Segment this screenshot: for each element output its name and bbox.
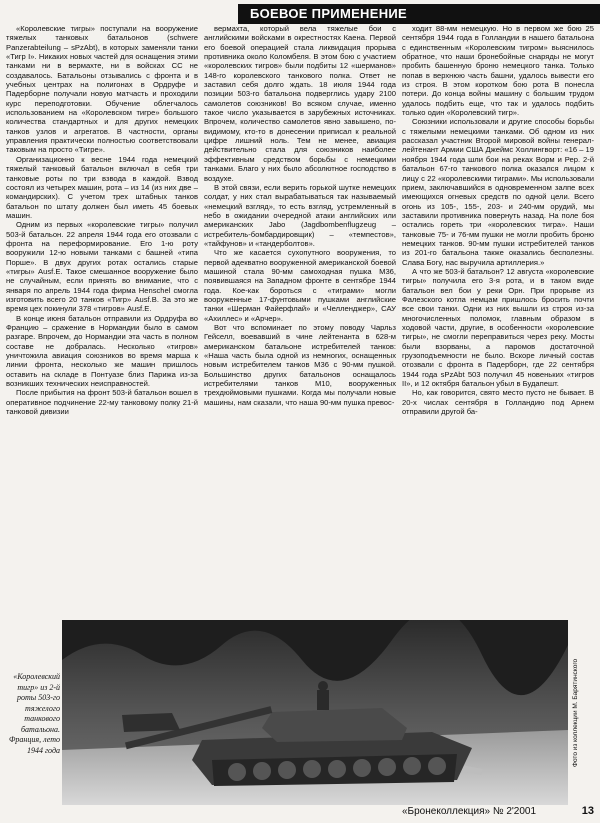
photo-caption: «Королевский тигр» из 2-й роты 503-го тяжелого танкового батальона. Франция, лето 1944 года bbox=[8, 672, 60, 755]
paragraph: В этой связи, если верить горькой шутке немецких солдат, у них стал вырабатываться так называемый «немецкий взгляд», то есть взгляд, устремленный в небо в ожидании очередной атаки английских или американских Jabo (Jagdbombenflugzeug – истребитель-бомбардировщик) – «темпестов», «тайфунов» и «тандерболтов». bbox=[204, 182, 396, 248]
text-column-2 bbox=[204, 24, 396, 617]
tank-photo bbox=[62, 620, 568, 805]
photo-credit: Фото из коллекции М. Барятинского bbox=[572, 658, 579, 767]
paragraph: Союзники использовали и другие способы борьбы с тяжелыми немецкими танками. Об одном из них рассказал участник Второй мировой войны генерал-лейтенант Армии США Джеймс Холлингворт: «16 – 19 ноября 1944 года шли бои на реках Ворм и Рер. 2-й батальон 67-го танкового полка оказался лицом к лицу с 22 «королевскими тиграми». Мы использовали прием, заключавшийся в одновременном залпе всех имеющихся огневых средств по одной цели. Всего огонь из 105-, 155-, 203- и 240-мм орудий, мы заставили противника повернуть назад. На поле боя остались гореть три «королевских тигра». Наши танковые 75- и 76-мм пушки не могли пробить броню немецких танков. 90-мм пушки истребителей танков из 201-го батальона также оказались бесполезны. Слава Богу, нас выручила артиллерия.» bbox=[402, 117, 594, 267]
paragraph: Что же касается сухопутного вооружения, то первой адекватно вооруженной американской боевой машиной стала 90-мм самоходная пушка M36, появившаяся на Западном фронте в сентябре 1944 года. Кое-как бороться с «тиграми» могли вооруженные 17-фунтовыми пушками английские танки «Шерман Файерфлай» и «Челленджер», САУ «Ахиллес» и «Арчер». bbox=[204, 248, 396, 323]
crew-figure bbox=[317, 690, 329, 710]
background-tank bbox=[122, 713, 180, 732]
paragraph: Вот что вспоминает по этому поводу Чарльз Гейселл, воевавший в чине лейтенанта в 628-м американском батальоне истребителей танков: «Наша часть была одной из немногих, оснащенных новым истребителем танков M36 с 90-мм пушкой. Большинство других батальонов оснащалось истребителями танков M10, вооруженных трехдюймовыми пушками. Когда мы получали новые машины, нам сказали, что наша 90-мм пушка превос- bbox=[204, 323, 396, 407]
paragraph: Одним из первых «королевские тигры» получил 503-й батальон. 22 апреля 1944 года его отозвали с фронта на переформирование. Его 1-ю роту вооружили 12-ю новыми танками с башней «типа Порше». В двух других ротах остались старые «тигры» Ausf.E. Такое смешанное вооружение было не случайным, если принять во внимание, что с января по апрель 1944 года фирма Henschel смогла изготовить всего 20 танков «Тигр» Ausf.B. За это же время цех покинули 378 «тигров» Ausf.E. bbox=[6, 220, 198, 314]
paragraph: В конце июня батальон отправили из Ордруфа во Францию – сражение в Нормандии было в самом разгаре. Впрочем, до Нормандии эта часть в полном составе не добралась. Несколько «тигров» уничтожила авиация союзников во время марша к линии фронта, несколько же машин пришлось оставить на складе в Понтуазе близ Парижа из-за возникших технических неисправностей. bbox=[6, 313, 198, 389]
page-number: 13 bbox=[581, 805, 594, 817]
section-header: БОЕВОЕ ПРИМЕНЕНИЕ bbox=[238, 4, 600, 24]
paragraph: Организационно к весне 1944 года немецкий тяжелый танковый батальон включал в себя три танковые роты по три взвода в каждой. Взвод состоял из четырех машин, рота – из 14 (из них две – командирских). С учетом трех штабных танков батальон по штату должен был иметь 45 боевых машин. bbox=[6, 154, 198, 220]
page-footer bbox=[400, 806, 600, 820]
paragraph: вермахта, который вела тяжелые бои с английскими войсками в окрестностях Каена. Первой его боевой операцией стала ликвидация прорыва противника около Коломбеля. В этом бою с участием «королевских тигров» были подбиты 12 «шерманов» 148-го королевского танкового полка. Ответ не заставил себя долго ждать. 18 июля 1944 года позиции 503-го батальона подверглись удару 2100 самолетов союзников! Во всяком случае, именно такое число указывается в зарубежных источниках. Впрочем, количество самолетов явно завышено, по-видимому, кто-то в донесении приписал к реальной цифре лишний ноль. Тем не менее, авиация действительно стала для союзников наиболее эффективным средством борьбы с немецкими танками. Благо у них было абсолютное господство в воздухе. bbox=[204, 24, 396, 183]
paragraph: А что же 503-й батальон? 12 августа «королевские тигры» получила его 3-я рота, и в таком виде батальон вел бои у реки Орн. При прорыве из Фалезского котла немцам пришлось бросить почти все свои танки. Одни из них вышли из строя из-за многочисленных поломок, главным образом в ходовой части, другие, в особенности «королевские тигры», не смогли переправиться через реку. Мосты были взорваны, а паромов достаточной грузоподъемности не было. Вскоре личный состав отозвали с фронта в Падерборн, где 22 сентября 1944 года sPzAbt 503 получил 45 новеньких «тигров II», и 12 октября батальон убыл в Будапешт. bbox=[402, 266, 594, 389]
tank-turret bbox=[262, 708, 407, 742]
tank-photo-illustration bbox=[62, 620, 568, 805]
paragraph: Но, как говорится, свято место пусто не бывает. В 20-х числах сентября в Голландию под Арнем отправили другой ба- bbox=[402, 388, 594, 417]
paragraph: После прибытия на фронт 503-й батальон вошел в оперативное подчинение 22-му танковому полку 21-й танковой дивизии bbox=[6, 388, 198, 417]
text-column-3 bbox=[402, 24, 594, 617]
text-column-1 bbox=[6, 24, 198, 617]
paragraph: «Королевские тигры» поступали на вооружение тяжелых танковых батальонов (schwere Panzerabteilung – sPzAbt), в которых заменяли танки «Тигр I». Никаких новых частей для оснащения этими танками ни в вермахте, ни в войсках СС не создавалось. Батальоны отзывались с фронта и в учебных центрах на полигонах в Ордруфе и Падерборне получали новую матчасть и проходили курс переподготовки. Обучение облегчалось использованием на «Королевском тигре» большого количества стандартных и для других немецких танков узлов и агрегатов. В частности, органы управления практически полностью соответствовали таковым на просто «Тигре». bbox=[6, 24, 198, 155]
paragraph: ходит 88-мм немецкую. Но в первом же бою 25 сентября 1944 года в Голландии в нашего батальона с единственным «Королевским тигром» выяснилось обратное, что наши бронебойные снаряды не могут пробить башенную броню немецкого танка. Только попав в верхнюю часть башни, удалось вывести его из строя. В этом коротком бою рота B понесла потери. До конца войны машину с большим трудом удалось подбить еще, что так и удалось подбить только один «Королевский тигр». bbox=[402, 24, 594, 118]
magazine-issue: «Бронеколлекция» № 2'2001 bbox=[402, 806, 537, 817]
